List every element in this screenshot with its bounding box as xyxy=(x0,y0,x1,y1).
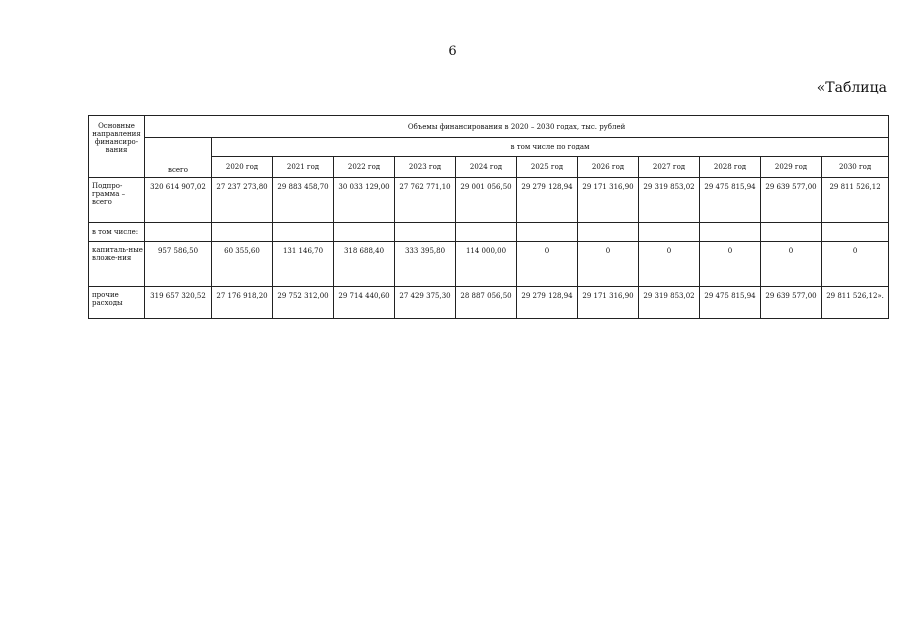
empty-cell xyxy=(822,223,889,242)
table-row-program-total xyxy=(89,178,889,223)
year-value: 0 xyxy=(517,242,578,287)
year-value: 29 639 577,00 xyxy=(761,178,822,223)
row-total: 957 586,50 xyxy=(145,242,212,287)
empty-cell xyxy=(456,223,517,242)
empty-cell xyxy=(517,223,578,242)
empty-cell xyxy=(273,223,334,242)
empty-cell xyxy=(212,223,273,242)
year-value: 114 000,00 xyxy=(456,242,517,287)
by-year-header: в том числе по годам xyxy=(212,138,889,157)
total-header: всего xyxy=(145,138,212,178)
year-value: 27 176 918,20 xyxy=(212,287,273,319)
row-label: капиталь-ные вложе-ния xyxy=(89,242,145,287)
year-value: 0 xyxy=(700,242,761,287)
year-value: 29 171 316,90 xyxy=(578,287,639,319)
year-value: 318 688,40 xyxy=(334,242,395,287)
year-value: 28 887 056,50 xyxy=(456,287,517,319)
row-label: Подпро-грамма – всего xyxy=(89,178,145,223)
year-value: 27 237 273,80 xyxy=(212,178,273,223)
year-value: 0 xyxy=(822,242,889,287)
table-row-capital xyxy=(89,242,889,287)
year-value: 29 883 458,70 xyxy=(273,178,334,223)
year-value: 0 xyxy=(639,242,700,287)
year-value: 0 xyxy=(761,242,822,287)
empty-cell xyxy=(700,223,761,242)
year-header: 2025 год xyxy=(517,157,578,178)
year-header: 2028 год xyxy=(700,157,761,178)
year-header: 2021 год xyxy=(273,157,334,178)
year-header: 2027 год xyxy=(639,157,700,178)
year-value: 30 033 129,00 xyxy=(334,178,395,223)
year-value: 29 811 526,12». xyxy=(822,287,889,319)
year-value: 29 475 815,94 xyxy=(700,178,761,223)
year-value: 29 279 128,94 xyxy=(517,287,578,319)
page-number: 6 xyxy=(448,44,457,59)
year-value: 60 355,60 xyxy=(212,242,273,287)
row-total: 319 657 320,52 xyxy=(145,287,212,319)
col-direction-header: Основные направления финансиро-вания xyxy=(89,116,145,178)
year-value: 27 429 375,30 xyxy=(395,287,456,319)
year-value: 27 762 771,10 xyxy=(395,178,456,223)
year-value: 29 714 440,60 xyxy=(334,287,395,319)
empty-cell xyxy=(578,223,639,242)
year-value: 29 475 815,94 xyxy=(700,287,761,319)
year-value: 29 319 853,02 xyxy=(639,287,700,319)
financing-table xyxy=(88,115,889,319)
row-label: в том числе: xyxy=(89,223,145,242)
year-value: 29 171 316,90 xyxy=(578,178,639,223)
year-header: 2029 год xyxy=(761,157,822,178)
year-value: 29 319 853,02 xyxy=(639,178,700,223)
table-row-other-expenses xyxy=(89,287,889,319)
funding-header: Объемы финансирования в 2020 – 2030 годах, тыс. рублей xyxy=(145,116,889,138)
year-header: 2030 год xyxy=(822,157,889,178)
empty-cell xyxy=(639,223,700,242)
year-value: 29 752 312,00 xyxy=(273,287,334,319)
row-label: прочие расходы xyxy=(89,287,145,319)
table-row-including xyxy=(89,223,889,242)
year-value: 29 279 128,94 xyxy=(517,178,578,223)
year-value: 333 395,80 xyxy=(395,242,456,287)
year-header: 2023 год xyxy=(395,157,456,178)
year-value: 0 xyxy=(578,242,639,287)
empty-cell xyxy=(761,223,822,242)
year-header: 2026 год xyxy=(578,157,639,178)
row-total: 320 614 907,02 xyxy=(145,178,212,223)
year-value: 29 811 526,12 xyxy=(822,178,889,223)
empty-cell xyxy=(395,223,456,242)
year-value: 131 146,70 xyxy=(273,242,334,287)
year-header: 2024 год xyxy=(456,157,517,178)
year-value: 29 001 056,50 xyxy=(456,178,517,223)
year-value: 29 639 577,00 xyxy=(761,287,822,319)
empty-cell xyxy=(145,223,212,242)
empty-cell xyxy=(334,223,395,242)
table-caption: «Таблица xyxy=(816,80,887,96)
year-header: 2020 год xyxy=(212,157,273,178)
year-header: 2022 год xyxy=(334,157,395,178)
